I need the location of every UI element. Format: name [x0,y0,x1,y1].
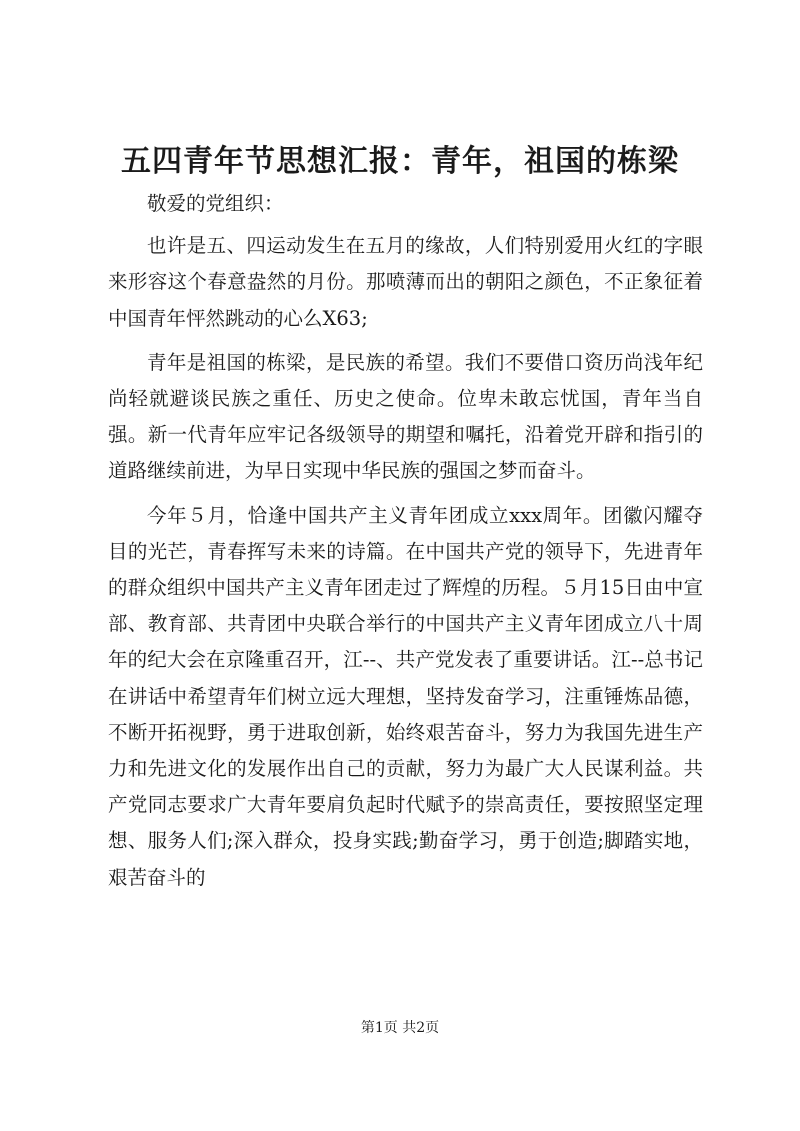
page-title: 五四青年节思想汇报：青年，祖国的栋梁 [121,144,679,179]
page-footer: 第1页 共2页 [360,1020,440,1036]
paragraph: 也许是五、四运动发生在五月的缘故，人们特别爱用火红的字眼来形容这个春意盎然的月份。那喷薄而出的朝阳之颜色，不正象征着中国青年怦然跳动的心么X63; [108,234,703,330]
salutation: 敬爱的党组织： [147,192,284,215]
paragraph: 今年５月，恰逢中国共产主义青年团成立xxx周年。团徽闪耀夺目的光芒，青春挥写未来的诗篇。在中国共产党的领导下，先进青年的群众组织中国共产主义青年团走过了辉煌的历程。５月15日由中宣部、教育部、共青团中央联合举行的中国共产主义青年团成立八十周年的纪大会在京隆重召开，江--、共产党发表了重要讲话。江--总书记在讲话中希望青年们树立远大理想，坚持发奋学习，注重锤炼品德，不断开拓视野，勇于进取创新，始终艰苦奋斗，努力为我国先进生产力和先进文化的发展作出自己的贡献，努力为最广大人民谋利益。共产党同志要求广大青年要肩负起时代赋予的崇高责任，要按照坚定理想、服务人们;深入群众，投身实践;勤奋学习，勇于创造;脚踏实地，艰苦奋斗的 [108,503,703,889]
document-body [108,186,703,896]
paragraph: 青年是祖国的栋梁，是民族的希望。我们不要借口资历尚浅年纪尚轻就避谈民族之重任、历史之使命。位卑未敢忘忧国，青年当自强。新一代青年应牢记各级领导的期望和嘱托，沿着党开辟和指引的道路继续前进，为早日实现中华民族的强国之梦而奋斗。 [108,350,703,483]
